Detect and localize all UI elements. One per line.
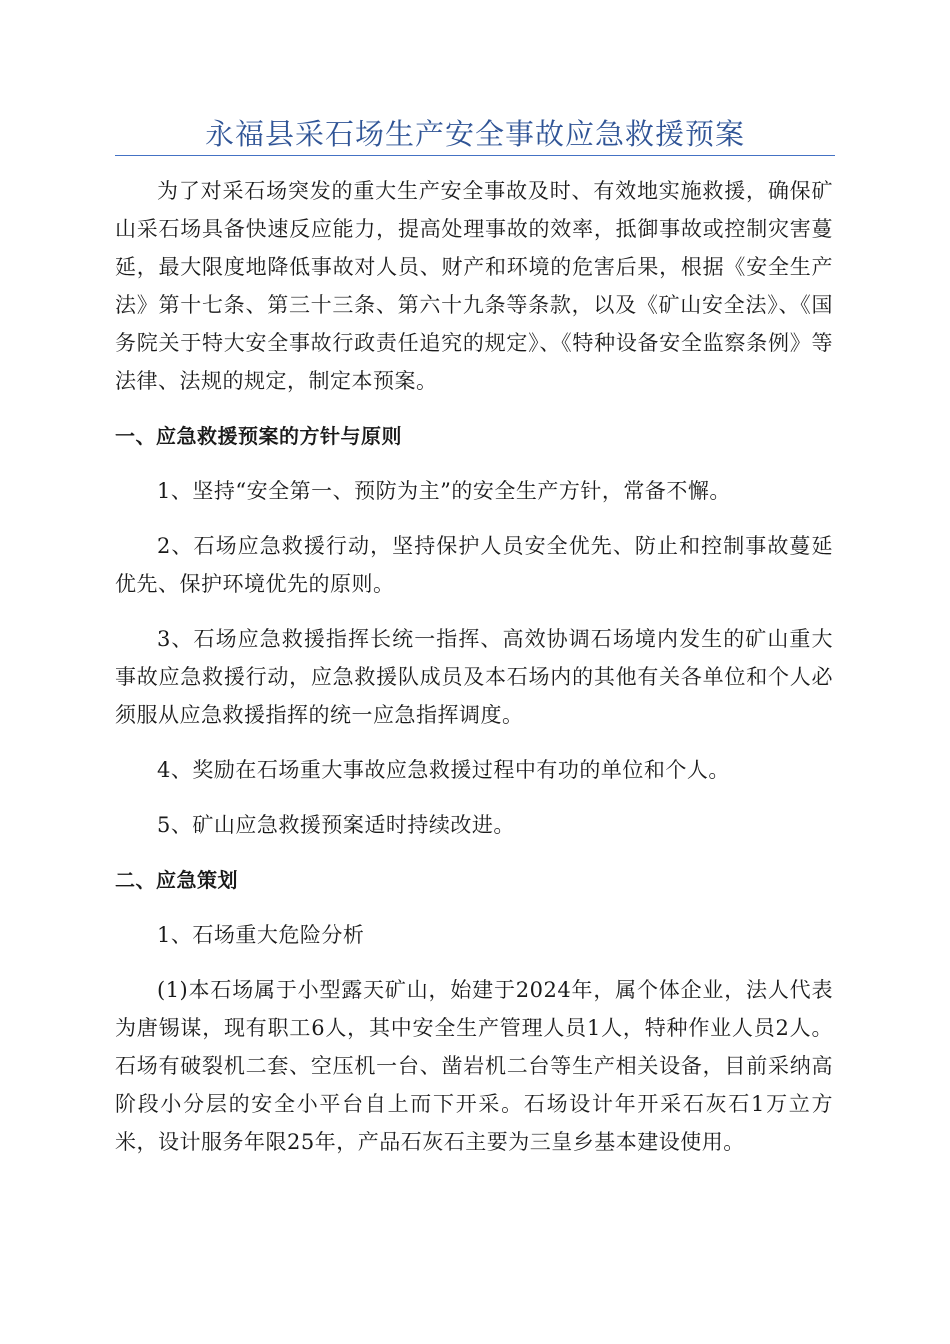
principle-item: 2、石场应急救援行动，坚持保护人员安全优先、防止和控制事故蔓延优先、保护环境优先的原则。 bbox=[115, 534, 833, 596]
title-underline bbox=[115, 155, 835, 156]
principle-item: 5、矿山应急救援预案适时持续改进。 bbox=[157, 813, 515, 837]
subsection-heading: 1、石场重大危险分析 bbox=[157, 923, 365, 947]
hazard-analysis-paragraph: (1)本石场属于小型露天矿山，始建于2024年，属个体企业，法人代表为唐锡谋，现有职工6人，其中安全生产管理人员1人，特种作业人员2人。石场有破裂机二套、空压机一台、凿岩机二台等生产相关设备，目前采纳高阶段小分层的安全小平台自上而下开采。石场设计年开采石灰石1万立方米，设计服务年限25年，产品石灰石主要为三皇乡基本建设使用。 bbox=[115, 978, 833, 1154]
document-title: 永福县采石场生产安全事故应急救援预案 bbox=[204, 117, 745, 151]
document-body bbox=[115, 172, 833, 1178]
principle-item: 3、石场应急救援指挥长统一指挥、高效协调石场境内发生的矿山重大事故应急救援行动，应急救援队成员及本石场内的其他有关各单位和个人必须服从应急救援指挥的统一应急指挥调度。 bbox=[115, 627, 833, 727]
section-heading-principles: 一、应急救援预案的方针与原则 bbox=[115, 424, 402, 448]
principle-item: 1、坚持“安全第一、预防为主”的安全生产方针，常备不懈。 bbox=[157, 479, 731, 503]
section-heading-planning: 二、应急策划 bbox=[115, 868, 238, 892]
intro-paragraph: 为了对采石场突发的重大生产安全事故及时、有效地实施救援，确保矿山采石场具备快速反应能力，提高处理事故的效率，抵御事故或控制灾害蔓延，最大限度地降低事故对人员、财产和环境的危害后果，根据《安全生产法》第十七条、第三十三条、第六十九条等条款，以及《矿山安全法》、《国务院关于特大安全事故行政责任追究的规定》、《特种设备安全监察条例》等法律、法规的规定，制定本预案。 bbox=[115, 179, 833, 393]
principle-item: 4、奖励在石场重大事故应急救援过程中有功的单位和个人。 bbox=[157, 758, 730, 782]
